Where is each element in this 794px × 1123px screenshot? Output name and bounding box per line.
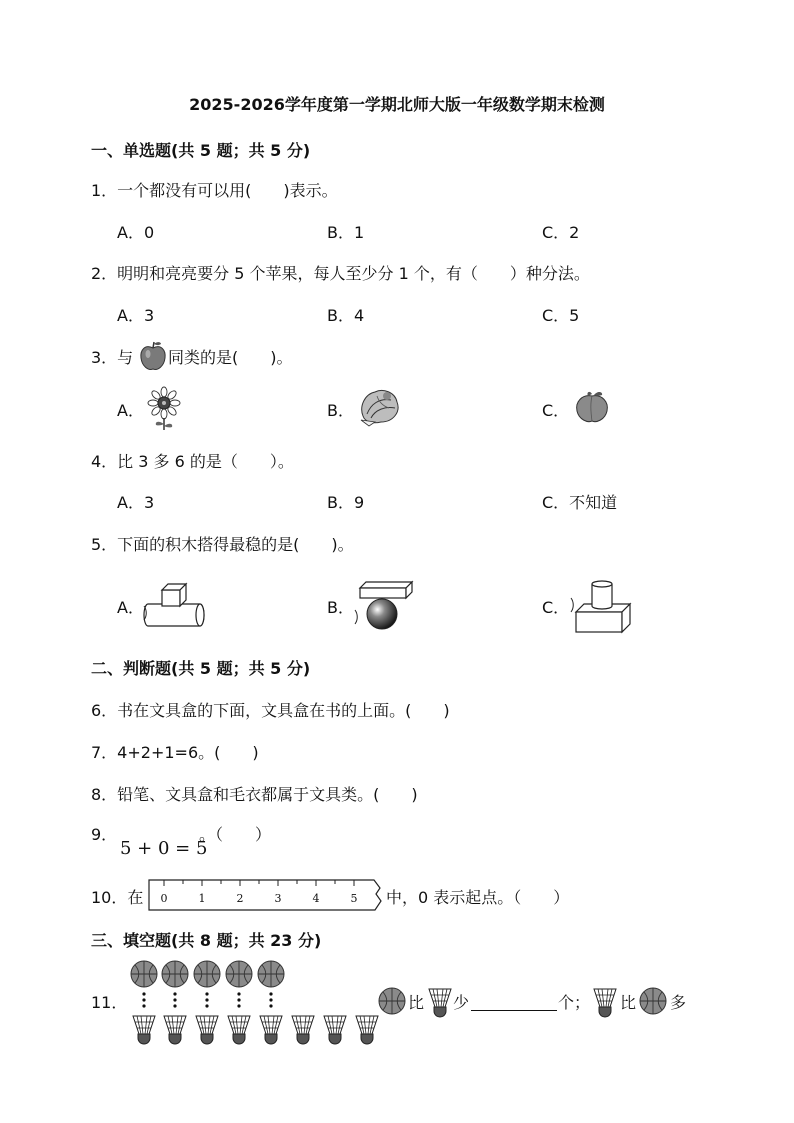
basketball-icon [226, 961, 252, 987]
basketball-row [128, 958, 288, 990]
ruler-tick-label: 0 [160, 892, 168, 905]
question-5: 5．下面的积木搭得最稳的是( )。 [91, 535, 354, 554]
question-9-number: 9． [91, 825, 118, 844]
q4-option-b: B．9 [327, 493, 365, 512]
question-4: 4．比 3 多 6 的是（ ）。 [91, 452, 294, 471]
dotted-connectors [128, 990, 288, 1010]
cube-on-cylinder-icon [144, 582, 206, 628]
q4-option-c: C．不知道 [542, 493, 618, 512]
cuboid-on-ball-icon [352, 580, 414, 632]
shuttlecock-icon [292, 1016, 314, 1044]
ruler-tick-label: 3 [274, 892, 282, 905]
ruler-tick-label: 4 [312, 892, 320, 905]
cabbage-icon [357, 386, 401, 428]
shuttlecock-icon [356, 1016, 378, 1044]
ruler-icon [148, 877, 384, 913]
question-9-tail: 。（ ） [199, 825, 272, 844]
question-7: 7．4+2+1=6。( ) [91, 743, 259, 762]
question-11-text-1: 比 [408, 993, 425, 1012]
section-heading-single-choice: 一、单选题(共 5 题；共 5 分) [91, 141, 311, 160]
shuttlecock-row [128, 1012, 384, 1046]
question-11-text-3: 个； [558, 993, 591, 1012]
question-8: 8．铅笔、文具盒和毛衣都属于文具类。( ) [91, 785, 418, 804]
q1-option-c: C．2 [542, 223, 580, 242]
question-6: 6．书在文具盒的下面，文具盒在书的上面。( ) [91, 701, 450, 720]
question-11-text-5: 多 [670, 993, 687, 1012]
q3-option-c: C． [542, 401, 570, 420]
question-11-number: 11． [91, 993, 128, 1012]
question-11-text-2: 少 [453, 993, 470, 1012]
q2-option-a: A．3 [117, 306, 155, 325]
shuttlecock-icon [133, 1016, 155, 1044]
basketball-icon [638, 986, 668, 1016]
apple-icon [139, 340, 167, 372]
shuttlecock-icon [164, 1016, 186, 1044]
ruler-tick-label: 2 [236, 892, 244, 905]
q5-option-c: C． [542, 598, 570, 617]
q5-option-a: A． [117, 598, 144, 617]
q3-option-b: B． [327, 401, 354, 420]
q1-option-a: A．0 [117, 223, 155, 242]
basketball-icon [162, 961, 188, 987]
sunflower-icon [146, 386, 182, 430]
section-heading-fill-blank: 三、填空题(共 8 题；共 23 分) [91, 931, 322, 950]
section-heading-true-false: 二、判断题(共 5 题；共 5 分) [91, 659, 311, 678]
question-2: 2．明明和亮亮要分 5 个苹果，每人至少分 1 个，有（ ）种分法。 [91, 264, 590, 283]
shuttlecock-icon [260, 1016, 282, 1044]
shuttlecock-icon [228, 1016, 250, 1044]
question-1: 1．一个都没有可以用( )表示。 [91, 181, 338, 200]
basketball-icon [131, 961, 157, 987]
shuttlecock-icon [324, 1016, 346, 1044]
question-3-suffix: 同类的是( )。 [168, 348, 293, 367]
q5-option-b: B． [327, 598, 354, 617]
shuttlecock-icon [196, 1016, 218, 1044]
q1-option-b: B．1 [327, 223, 365, 242]
ruler-tick-label: 5 [350, 892, 358, 905]
page-title: 2025-2026学年度第一学期北师大版一年级数学期末检测 [189, 95, 605, 114]
peach-icon [574, 390, 610, 424]
question-9-formula: 5 + 0 = 5 [120, 838, 208, 859]
basketball-icon [258, 961, 284, 987]
q4-option-a: A．3 [117, 493, 155, 512]
basketball-icon [194, 961, 220, 987]
basketball-icon [377, 986, 407, 1016]
q3-option-a: A． [117, 401, 144, 420]
question-3-prefix: 3．与 [91, 348, 134, 367]
ruler-tick-label: 1 [198, 892, 206, 905]
shuttlecock-icon [592, 985, 618, 1017]
question-10-suffix: 中，0 表示起点。（ ） [386, 888, 570, 907]
question-10-prefix: 10．在 [91, 888, 144, 907]
shuttlecock-icon [427, 985, 453, 1017]
q2-option-b: B．4 [327, 306, 365, 325]
cylinder-on-cuboid-icon [568, 578, 634, 634]
answer-blank[interactable] [471, 1010, 557, 1011]
question-11-text-4: 比 [620, 993, 637, 1012]
q2-option-c: C．5 [542, 306, 580, 325]
